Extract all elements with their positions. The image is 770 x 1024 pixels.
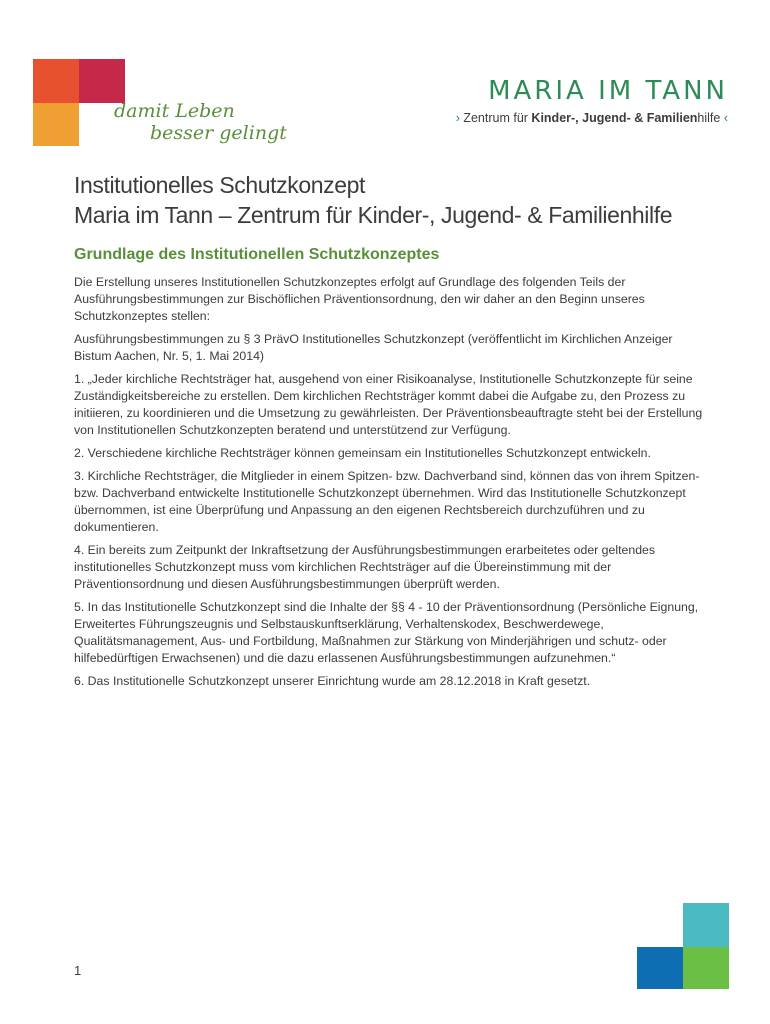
title-line2: Maria im Tann – Zentrum für Kinder-, Jugend- & Familienhilfe (74, 202, 673, 228)
tagline-line2: besser gelingt (150, 122, 287, 144)
footer-square-blue (637, 947, 683, 989)
brand-name: MARIA IM TANN (488, 76, 728, 106)
brand-subtitle (456, 111, 728, 125)
title-line1: Institutionelles Schutzkonzept (74, 172, 366, 198)
brand-sub-part-a: Zentrum für (459, 111, 532, 125)
tagline (114, 100, 287, 144)
section-heading: Grundlage des Institutionellen Schutzkonzeptes (74, 246, 440, 263)
paragraph: Die Erstellung unseres Institutionellen Schutzkonzeptes erfolgt auf Grundlage des folgenden Teils der Ausführungsbestimmungen zur Bischöflichen Präventionsordnung, den wir daher an den Beginn unseres Schutzkonzeptes stellen: (74, 275, 645, 323)
paragraph: 4. Ein bereits zum Zeitpunkt der Inkraftsetzung der Ausführungsbestimmungen erarbeitetes oder geltendes institutionelles Schutzkonzept muss vom kirchlichen Rechtsträger auf die Übereinstimmung mit der Präventionsordnung und diesen Ausführungsbestimmungen überprüft werden. (74, 543, 656, 591)
logo-square-crimson (79, 59, 125, 103)
tagline-line1: damit Leben (114, 100, 235, 122)
document-title (74, 170, 734, 230)
brand-sub-part-c: hilfe (697, 111, 724, 125)
footer-square-teal (683, 903, 729, 947)
document-body (74, 274, 704, 696)
chevron-left-icon: ‹ (723, 111, 728, 125)
paragraph: 6. Das Institutionelle Schutzkonzept unserer Einrichtung wurde am 28.12.2018 in Kraft gesetzt. (74, 674, 591, 688)
logo-square-orange-red (33, 59, 79, 103)
logo-square-amber (33, 103, 79, 146)
paragraph: 1. „Jeder kirchliche Rechtsträger hat, ausgehend von einer Risikoanalyse, Institutionelle Schutzkonzepte für seine Zuständigkeitsbereiche zu erstellen. Dem kirchlichen Rechtsträger kommt dabei die Aufgabe zu, den Prozess zu initiieren, zu koordinieren und die Umsetzung zu gewährleisten. Der Präventionsbeauftragte steht bei der Erstellung von Institutionellen Schutzkonzepten beratend und unterstützend zur Verfügung. (74, 372, 703, 437)
paragraph: Ausführungsbestimmungen zu § 3 PrävO Institutionelles Schutzkonzept (veröffentlicht im Kirchlichen Anzeiger Bistum Aachen, Nr. 5, 1. Mai 2014) (74, 332, 673, 363)
paragraph: 3. Kirchliche Rechtsträger, die Mitglieder in einem Spitzen- bzw. Dachverband sind, können das von ihrem Spitzen- bzw. Dachverband entwickelte Institutionelle Schutzkonzept übernehmen. Wird das Institutionelle Schutzkonzept übernommen, ist eine Überprüfung und Anpassung an den eigenen Rechtsbereich durchzuführen und zu dokumentieren. (74, 469, 700, 534)
chevron-right-icon: › (455, 111, 460, 125)
paragraph: 5. In das Institutionelle Schutzkonzept sind die Inhalte der §§ 4 - 10 der Präventionsordnung (Persönliche Eignung, Erweitertes Führungszeugnis und Selbstauskunftserklärung, Verhaltenskodex, Beschwerdewege, Qualitätsmanagement, Aus- und Fortbildung, Maßnahmen zur Stärkung von Minderjährigen und schutz- oder hilfebedürftigen Erwachsenen) und die dazu erlassenen Ausführungsbestimmungen aufzunehmen.“ (74, 600, 699, 665)
brand-sub-part-b: Kinder-, Jugend- & Familien (531, 111, 698, 125)
footer-square-green (683, 947, 729, 989)
page-number: 1 (74, 963, 82, 978)
paragraph: 2. Verschiedene kirchliche Rechtsträger können gemeinsam ein Institutionelles Schutzkonzept entwickeln. (74, 446, 651, 460)
